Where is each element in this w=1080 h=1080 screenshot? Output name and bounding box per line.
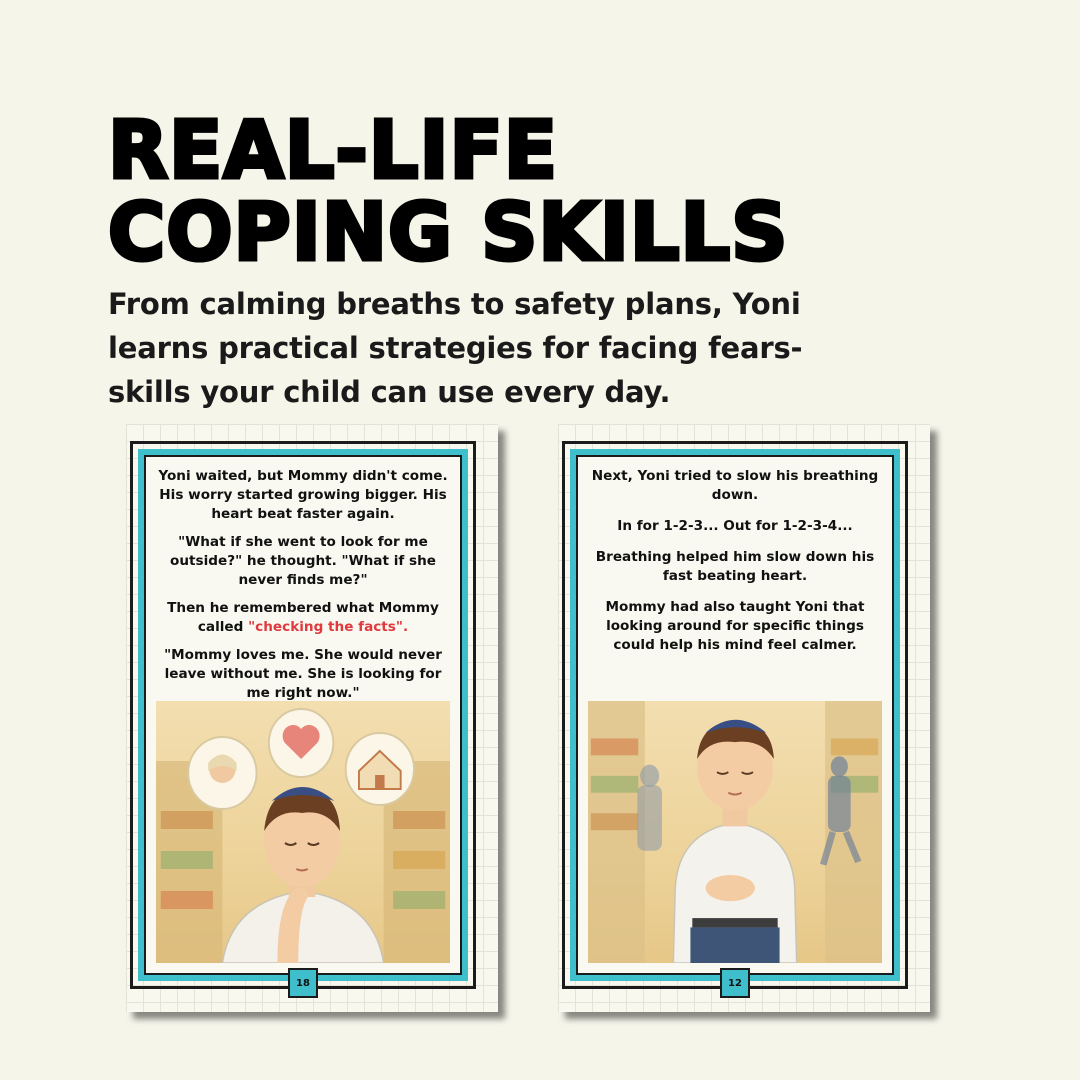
page-frame-inner — [138, 449, 468, 981]
paragraph: Mommy had also taught Yoni that looking around for specific things could help his mind feel calmer. — [605, 599, 865, 653]
thinking-boy-illustration — [156, 701, 450, 963]
headline-line-2: COPING SKILLS — [108, 186, 789, 279]
page-text — [590, 467, 880, 655]
paragraph: "What if she went to look for me outside?" he thought. "What if she never finds me?" — [170, 534, 436, 588]
page-frame — [562, 441, 908, 989]
book-page-left — [126, 424, 498, 1012]
highlighted-phrase: "checking the facts". — [248, 619, 409, 635]
fact-prefix: Then he remembered what Mommy called — [167, 600, 439, 635]
illustration-breathing-boy — [588, 701, 882, 963]
breathing-boy-illustration — [588, 701, 882, 963]
page-frame — [130, 441, 476, 989]
paragraph: Next, Yoni tried to slow his breathing down. — [591, 468, 879, 503]
paragraph: Breathing helped him slow down his fast beating heart. — [595, 549, 875, 584]
paragraph — [158, 599, 448, 637]
page-number-badge: 18 — [288, 968, 318, 998]
illustration-thinking-boy — [156, 701, 450, 963]
subtitle: From calming breaths to safety plans, Yoni learns practical strategies for facing fears- skills your child can use every day. — [108, 287, 803, 409]
page-text — [158, 467, 448, 703]
headline-line-1: REAL-LIFE — [108, 105, 559, 198]
page-number-badge: 12 — [720, 968, 750, 998]
paragraph: In for 1-2-3... Out for 1-2-3-4... — [617, 518, 853, 534]
paragraph: Yoni waited, but Mommy didn't come. His worry started growing bigger. His heart beat faster again. — [158, 468, 448, 522]
book-page-right — [558, 424, 930, 1012]
page-frame-inner — [570, 449, 900, 981]
headline — [108, 105, 808, 279]
paragraph: "Mommy loves me. She would never leave without me. She is looking for me right now." — [164, 647, 442, 701]
